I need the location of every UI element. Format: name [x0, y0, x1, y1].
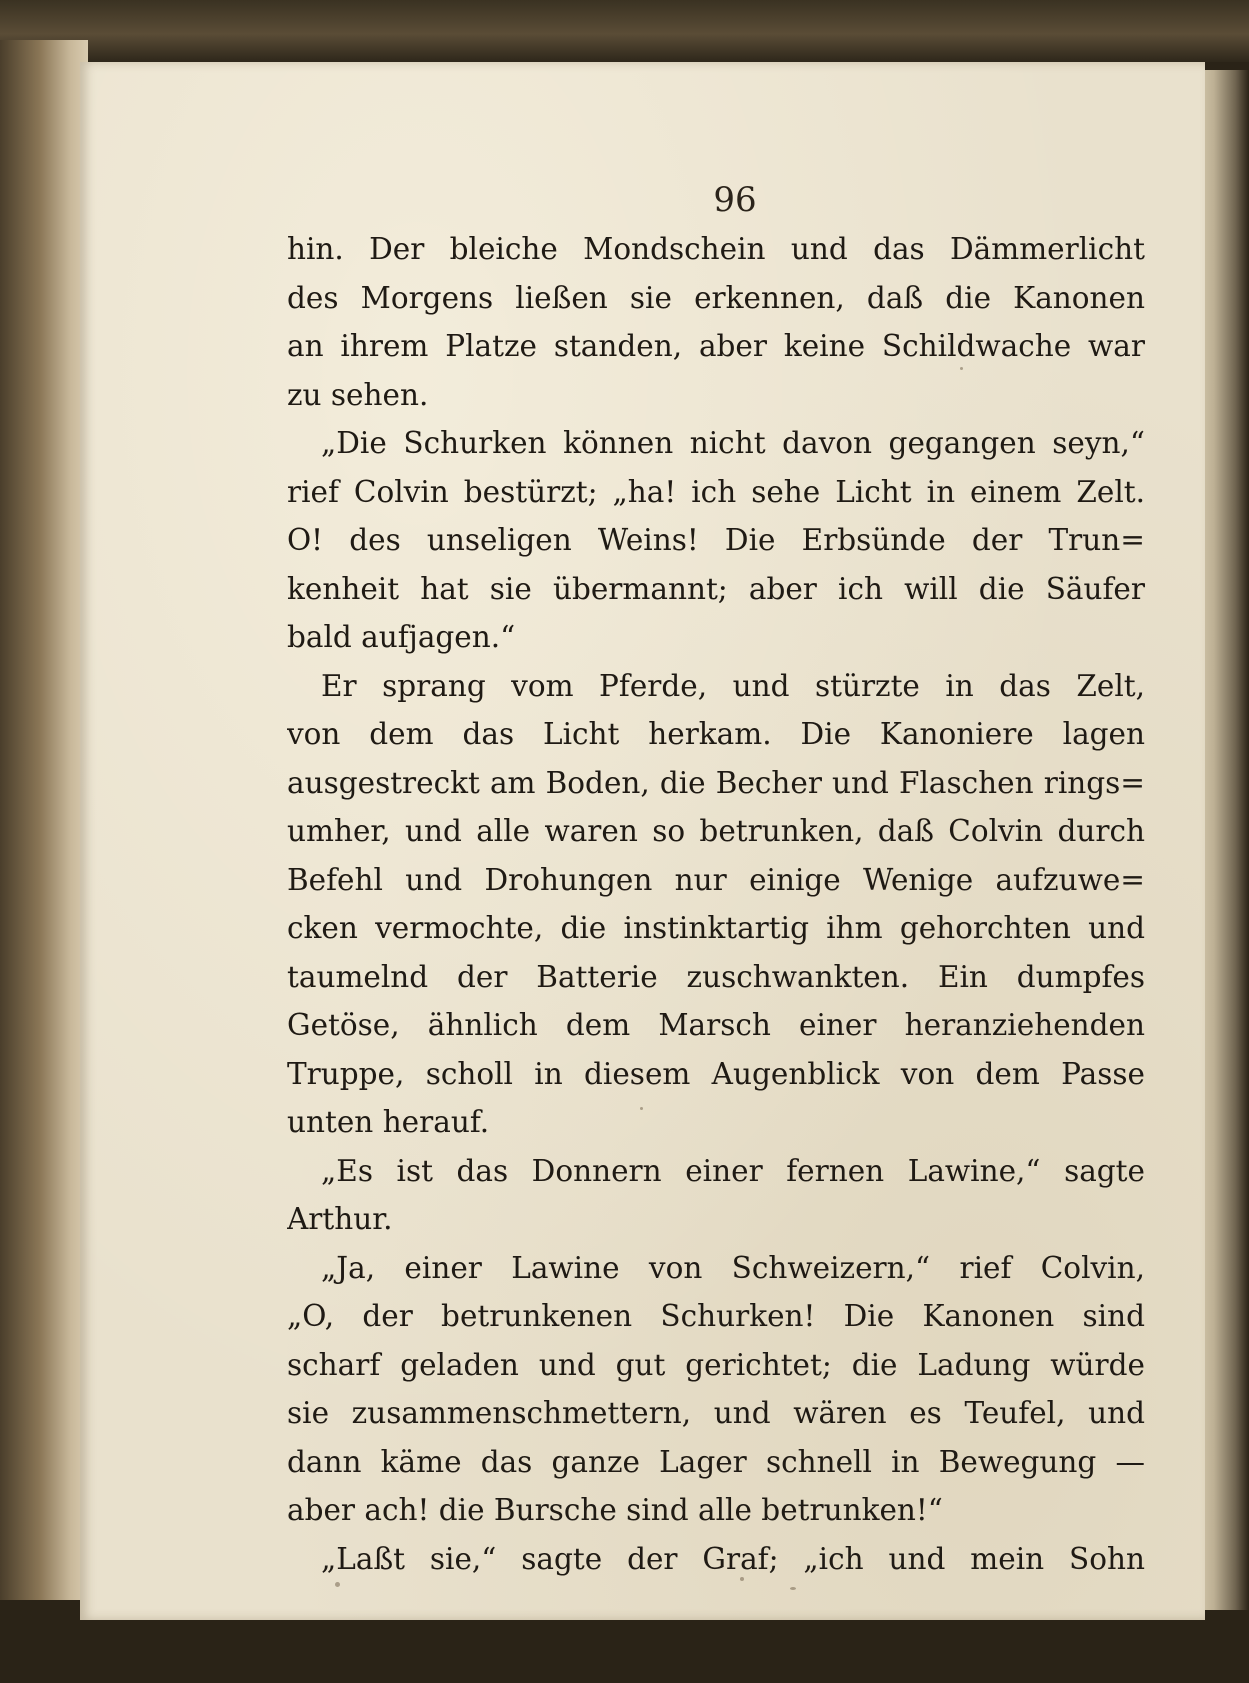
text-line: zu sehen. [287, 377, 429, 412]
text-line: ausgestreckt am Boden, die Becher und Flaschen rings= [287, 765, 1145, 800]
text-line: O! des unseligen Weins! Die Erbsünde der Trun= [287, 523, 1145, 557]
text-line: an ihrem Platze standen, aber keine Schildwache war [287, 329, 1145, 363]
text-line: „Laßt sie,“ sagte der Graf; „ich und mein Sohn [321, 1541, 1145, 1576]
text-line: sie zusammenschmettern, und wären es Teufel, und [287, 1396, 1145, 1430]
body-text [287, 225, 1145, 1583]
text-line: umher, und alle waren so betrunken, daß Colvin durch [287, 814, 1145, 848]
text-line: Getöse, ähnlich dem Marsch einer heranziehenden [287, 1008, 1145, 1042]
text-line: cken vermochte, die instinktartig ihm gehorchten und [287, 911, 1145, 945]
text-line: aber ach! die Bursche sind alle betrunken!“ [287, 1493, 943, 1527]
text-line: Truppe, scholl in diesem Augenblick von dem Passe [287, 1056, 1145, 1091]
text-line: rief Colvin bestürzt; „ha! ich sehe Licht in einem Zelt. [287, 474, 1145, 509]
text-line: Er sprang vom Pferde, und stürzte in das Zelt, [321, 668, 1145, 703]
text-line: bald aufjagen.“ [287, 620, 516, 654]
text-line: Arthur. [287, 1202, 393, 1236]
text-line: von dem das Licht herkam. Die Kanoniere lagen [287, 717, 1145, 751]
text-line: „Die Schurken können nicht davon gegangen seyn,“ [321, 426, 1145, 460]
text-line: scharf geladen und gut gerichtet; die Ladung würde [287, 1347, 1145, 1382]
text-line: des Morgens ließen sie erkennen, daß die Kanonen [287, 280, 1145, 315]
book-top-edge [0, 0, 1249, 62]
page-number: 96 [713, 180, 757, 220]
book-spine-edge [0, 40, 88, 1600]
text-line: „Ja, einer Lawine von Schweizern,“ rief Colvin, [321, 1250, 1145, 1285]
text-line: dann käme das ganze Lager schnell in Bewegung — [287, 1444, 1145, 1479]
text-line: Befehl und Drohungen nur einige Wenige aufzuwe= [287, 862, 1145, 897]
text-line: „O, der betrunkenen Schurken! Die Kanonen sind [287, 1299, 1145, 1333]
text-line: kenheit hat sie übermannt; aber ich will die Säufer [287, 571, 1145, 606]
text-line: „Es ist das Donnern einer fernen Lawine,“ sagte [321, 1153, 1145, 1188]
text-line: hin. Der bleiche Mondschein und das Dämmerlicht [287, 232, 1145, 266]
text-line: taumelnd der Batterie zuschwankten. Ein dumpfes [287, 959, 1145, 994]
text-line: unten herauf. [287, 1105, 490, 1139]
